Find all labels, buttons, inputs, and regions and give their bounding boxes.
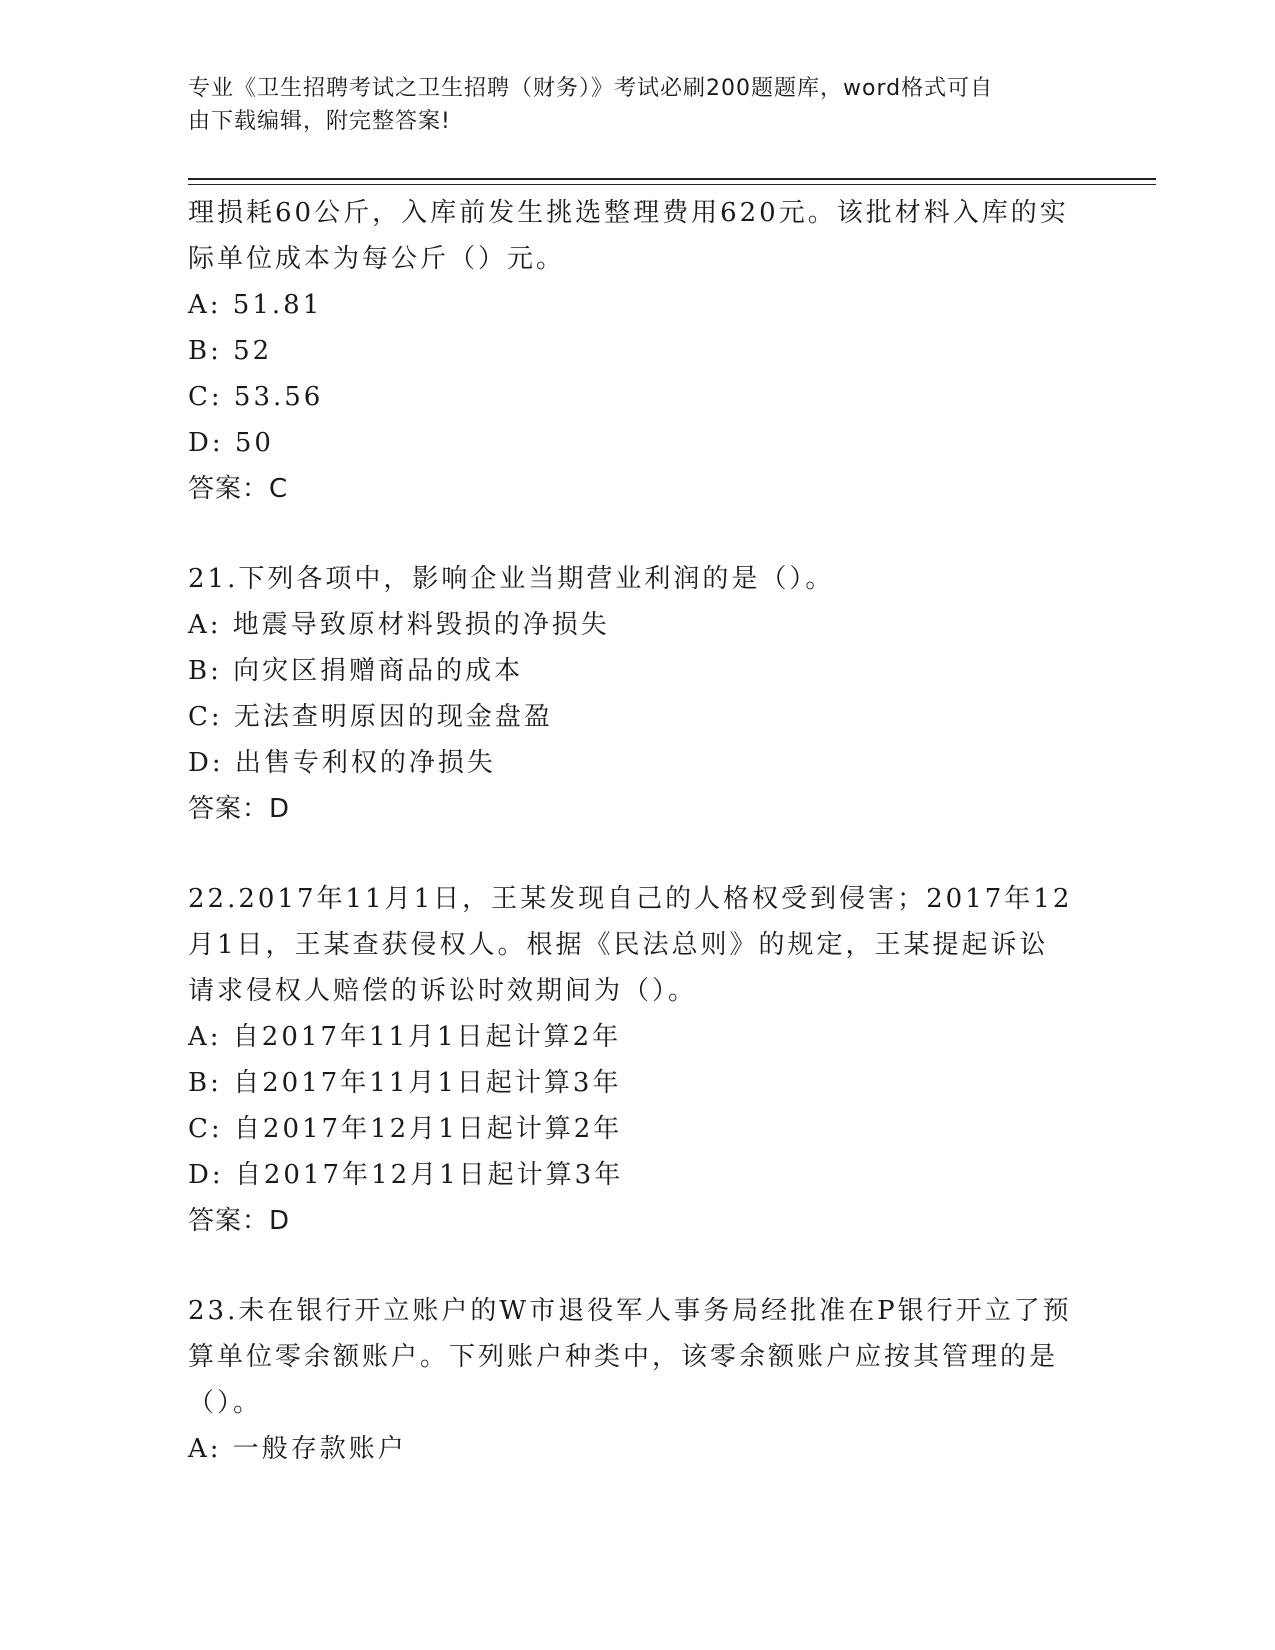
question-21 xyxy=(188,556,1088,832)
question-text-line: 22.2017年11月1日，王某发现自己的人格权受到侵害；2017年12 xyxy=(188,884,1073,914)
spacer xyxy=(188,1244,1088,1288)
question-text-line: 请求侵权人赔偿的诉讼时效期间为（）。 xyxy=(188,976,698,1006)
option-c: C: 自2017年12月1日起计算2年 xyxy=(188,1114,623,1144)
header-line-2: 由下载编辑，附完整答案! xyxy=(188,109,451,134)
option-c: C: 53.56 xyxy=(188,382,324,412)
header-divider-thick xyxy=(188,178,1156,180)
document-header xyxy=(188,72,1068,138)
question-23 xyxy=(188,1288,1088,1472)
question-text-line: 际单位成本为每公斤（）元。 xyxy=(188,244,566,274)
header-divider-thin xyxy=(188,184,1156,185)
question-text-line: 23.未在银行开立账户的W市退役军人事务局经批准在P银行开立了预 xyxy=(188,1296,1072,1326)
option-b: B: 向灾区捐赠商品的成本 xyxy=(188,656,524,686)
question-22 xyxy=(188,876,1088,1244)
option-b: B: 52 xyxy=(188,336,273,366)
question-text-line: 月1日，王某查获侵权人。根据《民法总则》的规定，王某提起诉讼 xyxy=(188,930,1049,960)
question-text-line: 21.下列各项中，影响企业当期营业利润的是（）。 xyxy=(188,564,835,594)
option-a: A: 地震导致原材料毁损的净损失 xyxy=(188,610,610,640)
option-a: A: 51.81 xyxy=(188,290,323,320)
option-b: B: 自2017年11月1日起计算3年 xyxy=(188,1068,622,1098)
question-text-line: 理损耗60公斤，入库前发生挑选整理费用620元。该批材料入库的实 xyxy=(188,198,1069,228)
header-line-1: 专业《卫生招聘考试之卫生招聘（财务）》考试必刷200题题库，word格式可自 xyxy=(188,76,994,101)
answer: 答案：D xyxy=(188,794,291,824)
document-body xyxy=(188,190,1088,1472)
option-c: C: 无法查明原因的现金盘盈 xyxy=(188,702,553,732)
question-20 xyxy=(188,190,1088,512)
question-text-line: （）。 xyxy=(188,1388,263,1418)
spacer xyxy=(188,512,1088,556)
spacer xyxy=(188,832,1088,876)
question-text-line: 算单位零余额账户。下列账户种类中，该零余额账户应按其管理的是 xyxy=(188,1342,1059,1372)
answer: 答案：C xyxy=(188,474,289,504)
option-d: D: 出售专利权的净损失 xyxy=(188,748,496,778)
option-d: D: 50 xyxy=(188,428,274,458)
option-a: A: 一般存款账户 xyxy=(188,1434,407,1464)
option-d: D: 自2017年12月1日起计算3年 xyxy=(188,1160,624,1190)
option-a: A: 自2017年11月1日起计算2年 xyxy=(188,1022,622,1052)
answer: 答案：D xyxy=(188,1206,291,1236)
